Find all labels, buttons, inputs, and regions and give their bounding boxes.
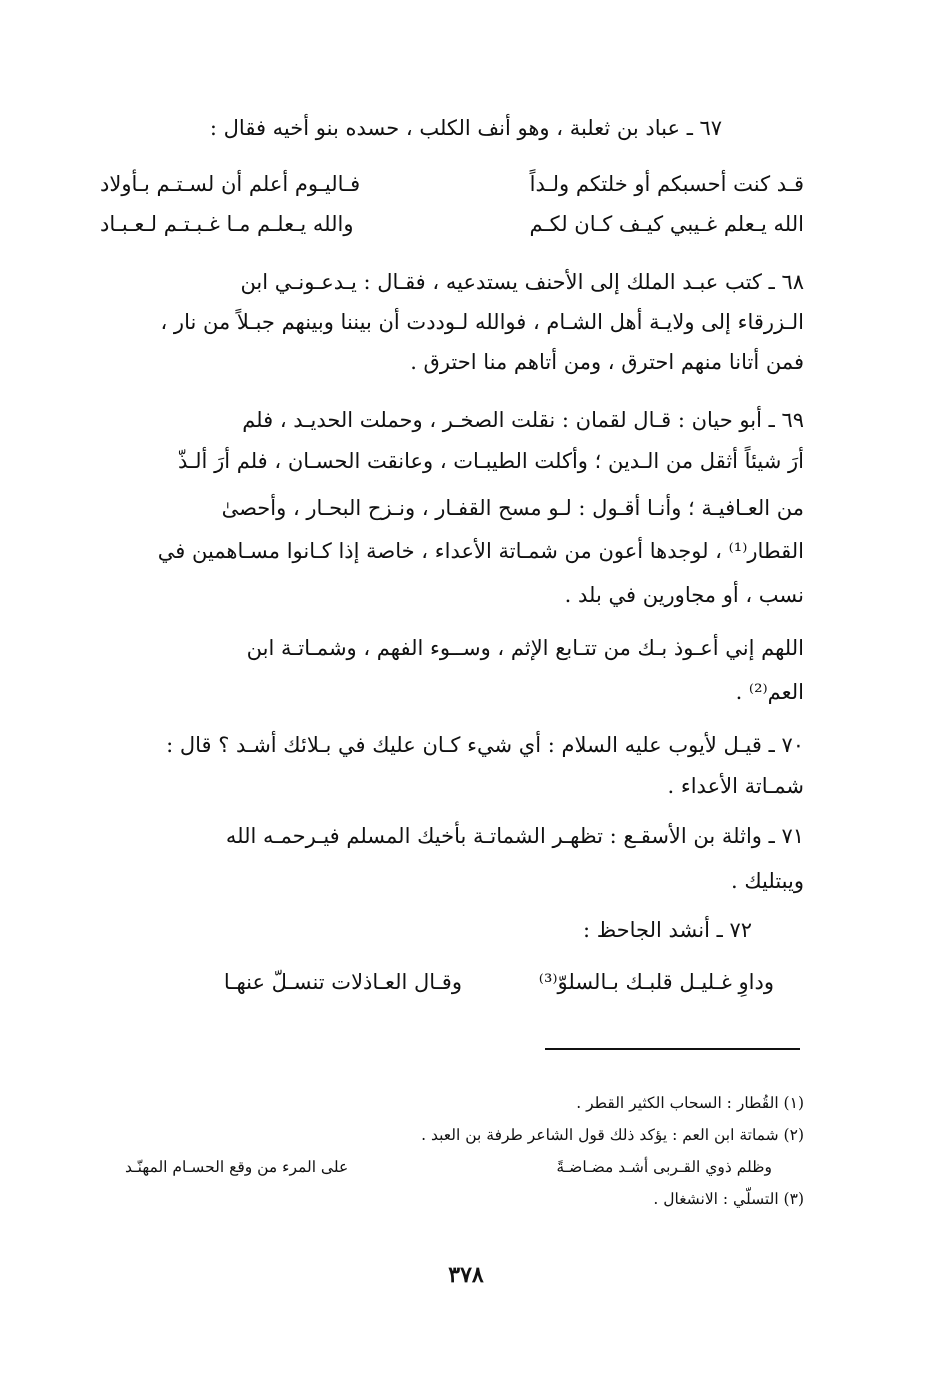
footnote-2-verse-second-hemistich: على المرء من وقع الحسـام المهنّـد bbox=[125, 1158, 349, 1176]
entry-71-line-1: ٧١ ـ واثلة بن الأسقـع : تظهـر الشماتـة بأخيك المسلم فيـرحمـه الله bbox=[225, 824, 804, 848]
entry-69-line-1: ٦٩ ـ أبو حيان : قـال لقمان : نقلت الصخـر ، وحملت الحديـد ، فلم bbox=[242, 408, 804, 432]
entry-69-line-2: أرَ شيئاً أثقل من الـدين ؛ وأكلت الطيبـات ، وعانقت الحسـان ، فلم أرَ ألـذّ bbox=[177, 449, 804, 473]
entry-71-line-2: ويبتليك . bbox=[731, 869, 804, 893]
entry-67-verse2-second-hemistich: والله يـعلـم مـا غـبـتـم لـعـبـاد bbox=[100, 212, 354, 236]
footnote-separator bbox=[545, 1048, 800, 1050]
entry-68-line-1: ٦٨ ـ كتب عبـد الملك إلى الأحنف يستدعيه ، فقـال : يـدعـونـي ابن bbox=[240, 270, 804, 294]
entry-68-line-3: فمن أتانا منهم احترق ، ومن أتاهم منا احترق . bbox=[410, 350, 804, 374]
entry-72-verse-first-hemistich: وقـال العـاذلات تنسـلّ عنهـا bbox=[223, 970, 462, 994]
entry-67-intro: ٦٧ ـ عباد بن ثعلبة ، وهو أنف الكلب ، حسده بنو أخيه فقال : bbox=[209, 116, 723, 140]
footnote-3: (٣) التسلّي : الانشغال . bbox=[653, 1190, 804, 1208]
page-number: ٣٧٨ bbox=[448, 1262, 484, 1288]
entry-72-intro: ٧٢ ـ أنشد الجاحظ : bbox=[582, 918, 752, 942]
entry-70-line-1: ٧٠ ـ قيـل لأيوب عليه السلام : أي شيء كـان عليك في بـلائك أشـد ؟ قال : bbox=[166, 733, 804, 757]
entry-67-verse1-first-hemistich: قـد كنت أحسبكم أو خلتكم ولـداً bbox=[529, 172, 804, 196]
entry-67-verse1-second-hemistich: فـاليـوم أعلم أن لسـتـم بـأولاد bbox=[100, 172, 361, 196]
entry-70-line-2: شمـاتة الأعداء . bbox=[667, 774, 804, 798]
footnote-1: (١) القُطار : السحاب الكثير القطر . bbox=[576, 1094, 804, 1112]
dua-line-2: العم⁽²⁾ . bbox=[735, 680, 804, 704]
entry-69-line-4: القطار⁽¹⁾ ، لوجدها أعون من شمـاتة الأعداء ، خاصة إذا كـانوا مسـاهمين في bbox=[157, 539, 804, 563]
entry-69-line-3: من العـافيـة ؛ وأنـا أقـول : لـو مسح القفـار ، ونـزح البحـار ، وأحصىٰ bbox=[221, 496, 804, 520]
entry-69-line-5: نسب ، أو مجاورين في بلد . bbox=[564, 583, 804, 607]
footnote-2: (٢) شماتة ابن العم : يؤكد ذلك قول الشاعر طرفة بن العبد . bbox=[421, 1126, 804, 1144]
dua-line-1: اللهم إني أعـوذ بـك من تتـابع الإثم ، وســوء الفهم ، وشمـاتـة ابن bbox=[246, 636, 804, 660]
entry-67-verse2-first-hemistich: الله يـعلم غـيبي كيـف كـان لكـم bbox=[529, 212, 804, 236]
entry-68-line-2: الـزرقاء إلى ولايـة أهل الشـام ، فوالله لـوددت أن بيننا وبينهم جبـلاً من نار ، bbox=[160, 310, 804, 334]
entry-72-verse-second-hemistich: وداوِ غـليـل قلبـك بـالسلوّ⁽³⁾ bbox=[538, 970, 774, 994]
footnote-2-verse-first-hemistich: وظلم ذوي القـربى أشـد مضـاضـةً bbox=[556, 1158, 772, 1176]
